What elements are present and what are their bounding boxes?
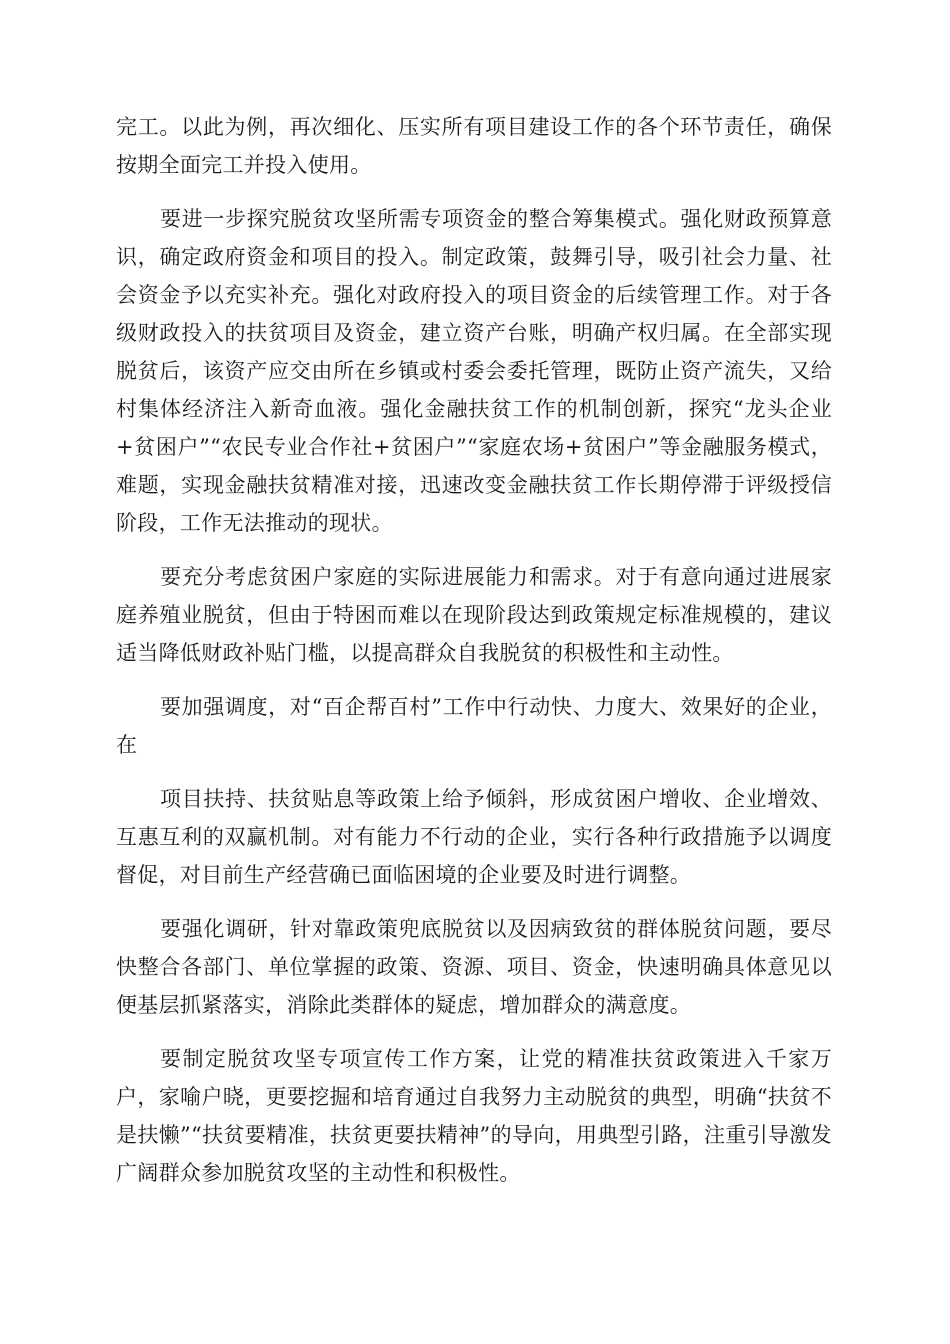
paragraph-publicity: 要制定脱贫攻坚专项宣传工作方案，让党的精准扶贫政策进入千家万户，家喻户晓，更要挖掘和培育通过自我努力主动脱贫的典型，明确“扶贫不是扶懒”“扶贫要精准，扶贫更要扶精神”的导向，用典型引路，注重引导激发广阔群众参加脱贫攻坚的主动性和积极性。 <box>116 1047 832 1185</box>
document-page <box>116 108 832 1208</box>
paragraph-continuation: 完工。以此为例，再次细化、压实所有项目建设工作的各个环节责任，确保按期全面完工并投入使用。 <box>116 115 832 177</box>
paragraph-project-support: 项目扶持、扶贫贴息等政策上给予倾斜，形成贫困户增收、企业增效、互惠互利的双赢机制。对有能力不行动的企业，实行各种行政措施予以调度督促，对目前生产经营确已面临困境的企业要及时进行调整。 <box>116 787 832 887</box>
paragraph-research: 要强化调研，针对靠政策兜底脱贫以及因病致贫的群体脱贫问题，要尽快整合各部门、单位掌握的政策、资源、项目、资金，快速明确具体意见以便基层抓紧落实，消除此类群体的疑虑，增加群众的满意度。 <box>116 917 832 1017</box>
paragraph-household-needs: 要充分考虑贫困户家庭的实际进展能力和需求。对于有意向通过进展家庭养殖业脱贫，但由于特困而难以在现阶段达到政策规定标准规模的，建议适当降低财政补贴门槛，以提高群众自我脱贫的积极性和主动性。 <box>116 565 832 665</box>
paragraph-dispatch: 要加强调度，对“百企帮百村”工作中行动快、力度大、效果好的企业，在 <box>116 695 832 757</box>
paragraph-funding: 要进一步探究脱贫攻坚所需专项资金的整合筹集模式。强化财政预算意识，确定政府资金和项目的投入。制定政策，鼓舞引导，吸引社会力量、社会资金予以充实补充。强化对政府投入的项目资金的后续管理工作。对于各级财政投入的扶贫项目及资金，建立资产台账，明确产权归属。在全部实现脱贫后，该资产应交由所在乡镇或村委会委托管理，既防止资产流失，又给村集体经济注入新奇血液。强化金融扶贫工作的机制创新，探究“龙头企业+贫困户”“农民专业合作社+贫困户”“家庭农场+贫困户”等金融服务模式，难题，实现金融扶贫精准对接，迅速改变金融扶贫工作长期停滞于评级授信阶段，工作无法推动的现状。 <box>116 207 832 535</box>
